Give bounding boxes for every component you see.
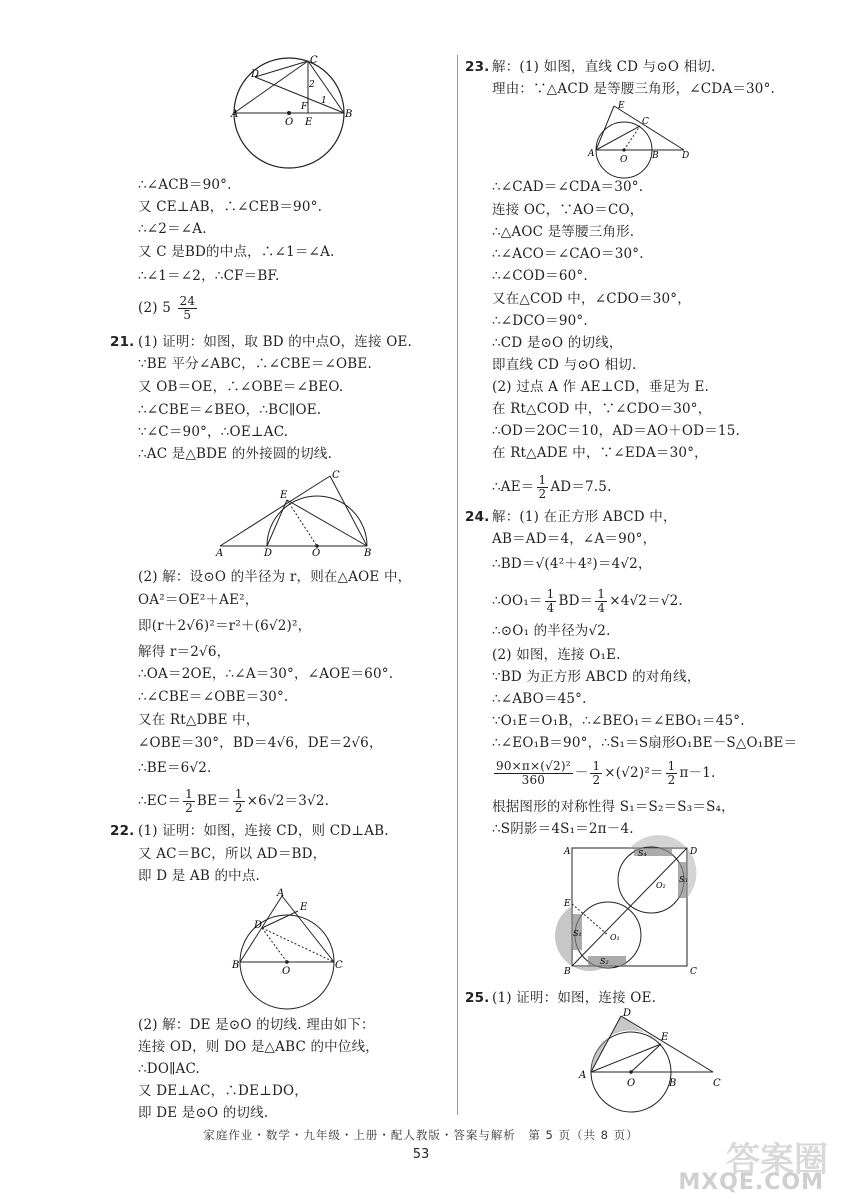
text-line: ∴CD 是⊙O 的切线，: [492, 335, 623, 351]
text-line: 在 Rt△COD 中，∵∠CDO＝30°，: [492, 401, 712, 417]
denominator: 2: [538, 487, 547, 501]
question-number: 25.: [465, 990, 490, 1006]
text-line: 连接 OC，∵AO＝CO，: [492, 202, 644, 218]
svg-text:C: C: [310, 55, 318, 66]
question-number: 23.: [465, 59, 490, 75]
svg-text:D: D: [254, 920, 263, 931]
figure-q22: [232, 888, 352, 1010]
denominator: 2: [185, 801, 193, 815]
fraction: [233, 788, 245, 815]
text-line: (1) 证明：如图，连接 OE.: [492, 990, 657, 1006]
text-line: 即(r＋2√6)²＝r²＋(6√2)²，: [138, 618, 312, 634]
text-line: ∵BD 为正方形 ABCD 的对角线，: [492, 669, 701, 685]
text-line: OA²＝OE²＋AE²，: [138, 592, 259, 608]
text-segment: π－1.: [679, 765, 716, 781]
text-line: (2) 解：DE 是⊙O 的切线. 理由如下：: [138, 1017, 375, 1033]
denominator: 2: [667, 773, 676, 787]
text-line: 即 D 是 AB 的中点.: [138, 868, 261, 884]
svg-text:O₂: O₂: [656, 881, 666, 890]
text-line: ∴△AOC 是等腰三角形.: [492, 224, 635, 240]
text-line: [492, 760, 716, 787]
text-line: ∴BD＝√(4²＋4²)＝4√2，: [492, 556, 652, 572]
svg-text:1: 1: [321, 96, 327, 106]
denominator: 4: [597, 601, 606, 615]
svg-text:A: A: [216, 548, 224, 559]
text-line: 又 CE⊥AB，∴∠CEB＝90°.: [138, 199, 323, 215]
text-line: 又 OB＝OE，∴∠OBE＝∠BEO.: [138, 379, 344, 395]
svg-text:C: C: [335, 960, 343, 971]
text-segment: ×4√2＝√2.: [609, 593, 683, 609]
figure-q24-square: [562, 840, 712, 980]
text-segment: BD＝: [558, 593, 594, 609]
text-line: ∴∠ACB＝90°.: [138, 177, 232, 193]
answer-text: (2) 5: [138, 300, 172, 316]
text-line: ∵∠C＝90°，∴OE⊥AC.: [138, 424, 289, 440]
text-segment: ×6√2＝3√2.: [246, 793, 330, 809]
svg-text:E: E: [618, 101, 625, 111]
svg-text:O: O: [627, 1078, 636, 1089]
svg-text:A: A: [588, 149, 595, 159]
text-line: [492, 474, 612, 501]
text-line: [138, 788, 329, 815]
numerator: 90×π×(√2)²: [496, 759, 571, 773]
text-line: ∴S阴影＝4S₁＝2π－4.: [492, 821, 634, 837]
figure-q25: [575, 1008, 725, 1114]
text-line: ∴∠EO₁B＝90°，∴S₁＝S扇形O₁BE－S△O₁BE＝: [492, 735, 798, 751]
text-line: ∴∠CBE＝∠OBE＝30°.: [138, 689, 289, 705]
svg-text:B: B: [652, 151, 659, 161]
text-line: 即直线 CD 与⊙O 相切.: [492, 357, 637, 373]
text-line: 又在 Rt△DBE 中，: [138, 712, 260, 728]
denominator: 4: [546, 601, 555, 615]
numerator: 1: [538, 473, 547, 487]
svg-text:C: C: [690, 967, 697, 977]
watermark-logo: 答案圈: [726, 1140, 828, 1180]
text-line: ∴DO∥AC.: [138, 1061, 201, 1077]
text-line: 理由：∵△ACD 是等腰三角形，∠CDA＝30°.: [492, 81, 776, 97]
page-footer: 家庭作业・数学・九年级・上册・配人教版・答案与解析 第 5 页（共 8 页）: [203, 1128, 639, 1142]
numerator: 1: [597, 587, 606, 601]
text-segment: BE＝: [196, 793, 231, 809]
svg-text:S₄: S₄: [638, 849, 647, 858]
text-line: 又 DE⊥AC，∴DE⊥DO，: [138, 1083, 309, 1099]
text-line: (2) 过点 A 作 AE⊥CD，垂足为 E.: [492, 379, 710, 395]
text-line: ∠OBE＝30°，BD＝4√6，DE＝2√6，: [138, 735, 383, 751]
figure-q21: [212, 468, 377, 558]
fraction: [666, 760, 678, 787]
text-line: ∴AC 是△BDE 的外接圆的切线.: [138, 446, 333, 462]
text-line: 解得 r＝2√6，: [138, 644, 231, 660]
svg-text:A: A: [579, 1070, 587, 1081]
column-divider: [457, 55, 458, 1115]
numerator: 1: [234, 787, 243, 801]
svg-text:F: F: [301, 102, 308, 112]
svg-text:A: A: [277, 888, 285, 899]
text-segment: ∴EC＝: [138, 793, 182, 809]
text-line: 解：(1) 在正方形 ABCD 中，: [492, 509, 677, 525]
svg-text:O: O: [282, 966, 291, 977]
text-line: 连接 OD，则 DO 是△ABC 的中位线，: [138, 1039, 379, 1055]
text-line: ∴∠ABO＝45°.: [492, 691, 587, 707]
svg-text:C: C: [642, 117, 649, 127]
text-line: ∴∠COD＝60°.: [492, 268, 588, 284]
svg-text:A: A: [231, 109, 239, 120]
numerator: 1: [546, 587, 555, 601]
fraction: [494, 760, 573, 787]
svg-text:E: E: [305, 117, 313, 128]
svg-text:S₂: S₂: [600, 957, 609, 966]
denominator: 5: [183, 308, 192, 322]
text-line: ∴BE＝6√2.: [138, 760, 212, 776]
text-line: 根据图形的对称性得 S₁＝S₂＝S₃＝S₄，: [492, 799, 735, 815]
figure-q20-circle: [233, 55, 353, 175]
text-line: ∴OD＝2OC＝10，AD＝AO＋OD＝15.: [492, 423, 740, 439]
svg-text:S₃: S₃: [679, 875, 688, 884]
svg-text:E: E: [564, 899, 571, 909]
fraction: [590, 760, 602, 787]
watermark-url: MXQE.COM: [678, 1170, 824, 1195]
svg-text:O: O: [285, 117, 294, 128]
text-line: ∴⊙O₁ 的半径为√2.: [492, 623, 611, 639]
denominator: 2: [234, 801, 243, 815]
svg-text:B: B: [564, 967, 571, 977]
svg-text:E: E: [661, 1032, 669, 1043]
text-line: [138, 295, 199, 322]
svg-text:O₁: O₁: [610, 933, 620, 942]
svg-text:C: C: [713, 1078, 721, 1089]
text-segment: ×(√2)²＝: [604, 765, 664, 781]
text-line: 解：(1) 如图，直线 CD 与⊙O 相切.: [492, 59, 716, 75]
svg-text:2: 2: [309, 80, 315, 90]
svg-text:B: B: [364, 548, 372, 559]
numerator: 1: [667, 759, 676, 773]
text-line: AB＝AD＝4，∠A＝90°，: [492, 531, 657, 547]
text-line: 又在△COD 中，∠CDO＝30°，: [492, 291, 691, 307]
svg-text:S₁: S₁: [573, 929, 582, 938]
text-line: ∵O₁E＝O₁B，∴∠BEO₁＝∠EBO₁＝45°.: [492, 713, 745, 729]
svg-text:D: D: [623, 1008, 632, 1019]
denominator: 2: [592, 773, 601, 787]
text-line: [492, 588, 683, 615]
text-line: ∵BE 平分∠ABC，∴∠CBE＝∠OBE.: [138, 356, 372, 372]
numerator: 24: [179, 294, 196, 308]
numerator: 1: [592, 759, 601, 773]
text-line: (2) 解：设⊙O 的半径为 r，则在△AOE 中，: [138, 569, 412, 585]
fraction: [545, 588, 557, 615]
text-line: ∴∠CBE＝∠BEO，∴BC∥OE.: [138, 402, 322, 418]
page-number: 53: [412, 1147, 430, 1162]
svg-text:D: D: [264, 548, 273, 559]
text-line: 又 AC＝BC，所以 AD＝BD，: [138, 846, 327, 862]
text-line: ∴∠2＝∠A.: [138, 221, 207, 237]
fraction: [595, 588, 607, 615]
text-line: ∴∠1＝∠2，∴CF＝BF.: [138, 268, 280, 284]
svg-text:D: D: [251, 69, 260, 80]
text-line: (1) 证明：如图，连接 CD，则 CD⊥AB.: [138, 823, 389, 839]
text-segment: ∴OO₁＝: [492, 593, 543, 609]
fraction: [178, 295, 198, 322]
text-line: ∴∠DCO＝90°.: [492, 313, 588, 329]
svg-text:O: O: [620, 155, 628, 165]
numerator: 1: [185, 787, 193, 801]
text-segment: ∴AE＝: [492, 479, 535, 495]
svg-text:B: B: [669, 1078, 677, 1089]
denominator: 360: [521, 773, 546, 787]
text-line: (1) 证明：如图，取 BD 的中点O，连接 OE.: [138, 334, 413, 350]
fraction: [183, 788, 195, 815]
text-line: 即 DE 是⊙O 的切线.: [138, 1105, 269, 1121]
svg-text:C: C: [332, 470, 340, 481]
question-number: 22.: [110, 823, 135, 839]
svg-text:E: E: [280, 490, 288, 501]
text-segment: －: [574, 765, 589, 781]
text-line: 在 Rt△ADE 中，∵∠EDA＝30°，: [492, 445, 708, 461]
svg-text:O: O: [312, 548, 321, 559]
svg-text:D: D: [682, 151, 690, 161]
fraction: [537, 474, 549, 501]
question-number: 24.: [465, 509, 490, 525]
question-number: 21.: [110, 334, 135, 350]
text-line: 又 C 是BD的中点，∴∠1＝∠A.: [138, 244, 335, 260]
svg-text:D: D: [690, 847, 698, 857]
svg-text:E: E: [300, 902, 308, 913]
svg-text:B: B: [232, 960, 240, 971]
svg-text:A: A: [564, 847, 571, 857]
text-segment: AD＝7.5.: [550, 479, 612, 495]
text-line: ∴∠ACO＝∠CAO＝30°.: [492, 246, 644, 262]
text-line: ∴∠CAD＝∠CDA＝30°.: [492, 179, 644, 195]
text-line: ∴OA＝2OE，∴∠A＝30°，∠AOE＝60°.: [138, 666, 394, 682]
figure-q23: [588, 100, 693, 172]
svg-text:B: B: [345, 109, 353, 120]
text-line: (2) 如图，连接 O₁E.: [492, 647, 621, 663]
